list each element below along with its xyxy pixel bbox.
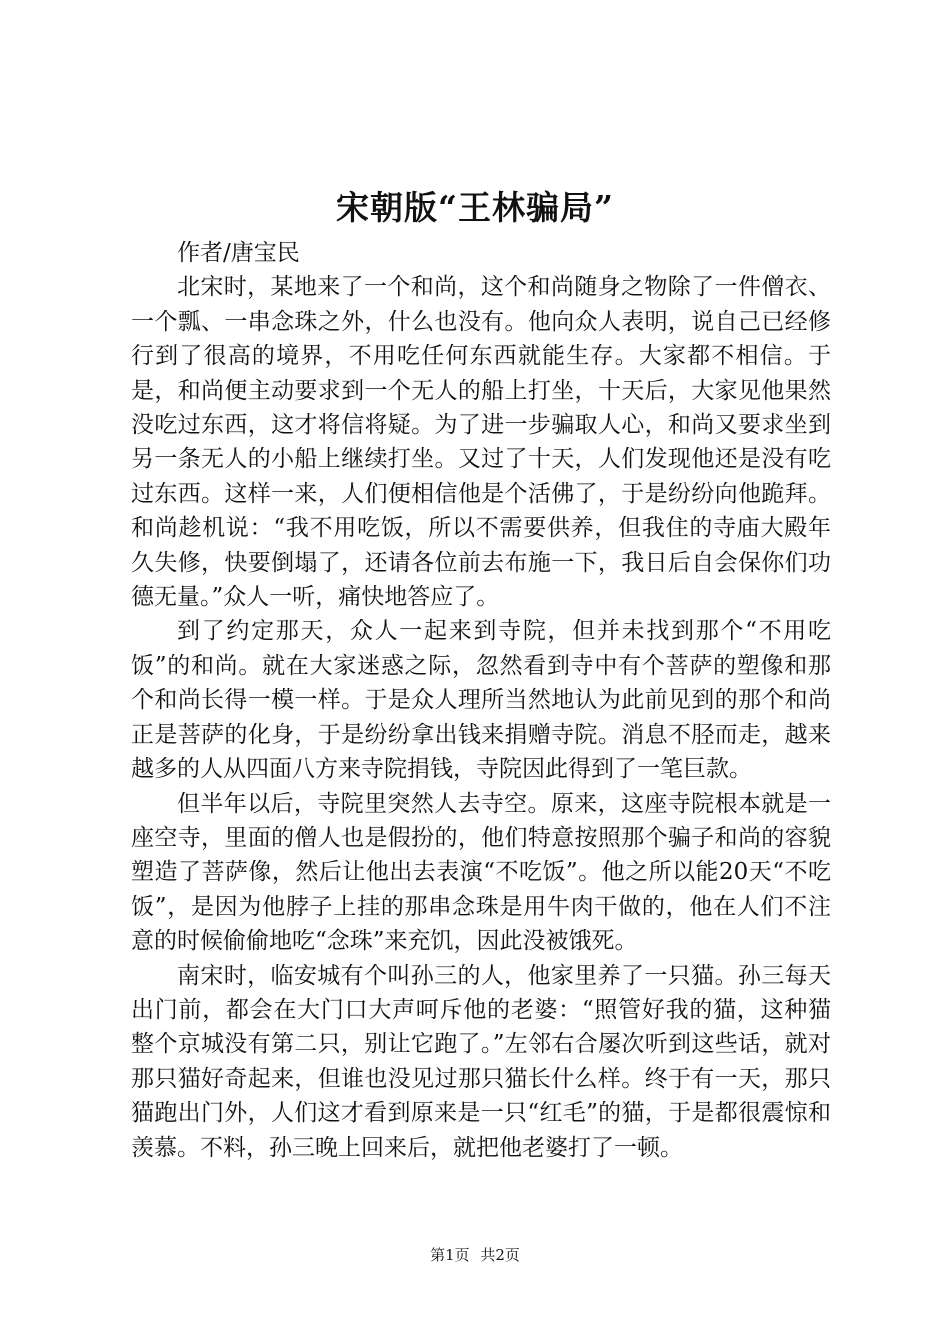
paragraph: 北宋时，某地来了一个和尚，这个和尚随身之物除了一件僧衣、一个瓢、一串念珠之外，什么也没有。他向众人表明，说自己已经修行到了很高的境界，不用吃任何东西就能生存。大家都不相信。于是，和尚便主动要求到一个无人的船上打坐，十天后，大家见他果然没吃过东西，这才将信将疑。为了进一步骗取人心，和尚又要求坐到另一条无人的小船上继续打坐。又过了十天，人们发现他还是没有吃过东西。这样一来，人们便相信他是个活佛了，于是纷纷向他跪拜。和尚趁机说：“我不用吃饭，所以不需要供养，但我住的寺庙大殿年久失修，快要倒塌了，还请各位前去布施一下，我日后自会保你们功德无量。”众人一听，痛快地答应了。	[131, 274, 831, 611]
document-body	[131, 236, 831, 1165]
page-number: 第1页	[430, 1246, 470, 1264]
page-footer	[0, 1244, 950, 1266]
paragraph: 到了约定那天，众人一起来到寺院，但并未找到那个“不用吃饭”的和尚。就在大家迷惑之际，忽然看到寺中有个菩萨的塑像和那个和尚长得一模一样。于是众人理所当然地认为此前见到的那个和尚正是菩萨的化身，于是纷纷拿出钱来捐赠寺院。消息不胫而走，越来越多的人从四面八方来寺院捐钱，寺院因此得到了一笔巨款。	[131, 618, 831, 783]
document-title: 宋朝版“王林骗局”	[336, 188, 614, 227]
paragraph: 但半年以后，寺院里突然人去寺空。原来，这座寺院根本就是一座空寺，里面的僧人也是假扮的，他们特意按照那个骗子和尚的容貌塑造了菩萨像，然后让他出去表演“不吃饭”。他之所以能20天“不吃饭”，是因为他脖子上挂的那串念珠是用牛肉干做的，他在人们不注意的时候偷偷地吃“念珠”来充饥，因此没被饿死。	[131, 790, 831, 955]
paragraph: 南宋时，临安城有个叫孙三的人，他家里养了一只猫。孙三每天出门前，都会在大门口大声呵斥他的老婆：“照管好我的猫，这种猫整个京城没有第二只，别让它跑了。”左邻右合屡次听到这些话，就对那只猫好奇起来，但谁也没见过那只猫长什么样。终于有一天，那只猫跑出门外，人们这才看到原来是一只“红毛”的猫，于是都很震惊和羡慕。不料，孙三晚上回来后，就把他老婆打了一顿。	[131, 962, 831, 1161]
author-line: 作者/唐宝民	[177, 240, 300, 266]
page-total: 共2页	[480, 1246, 520, 1264]
